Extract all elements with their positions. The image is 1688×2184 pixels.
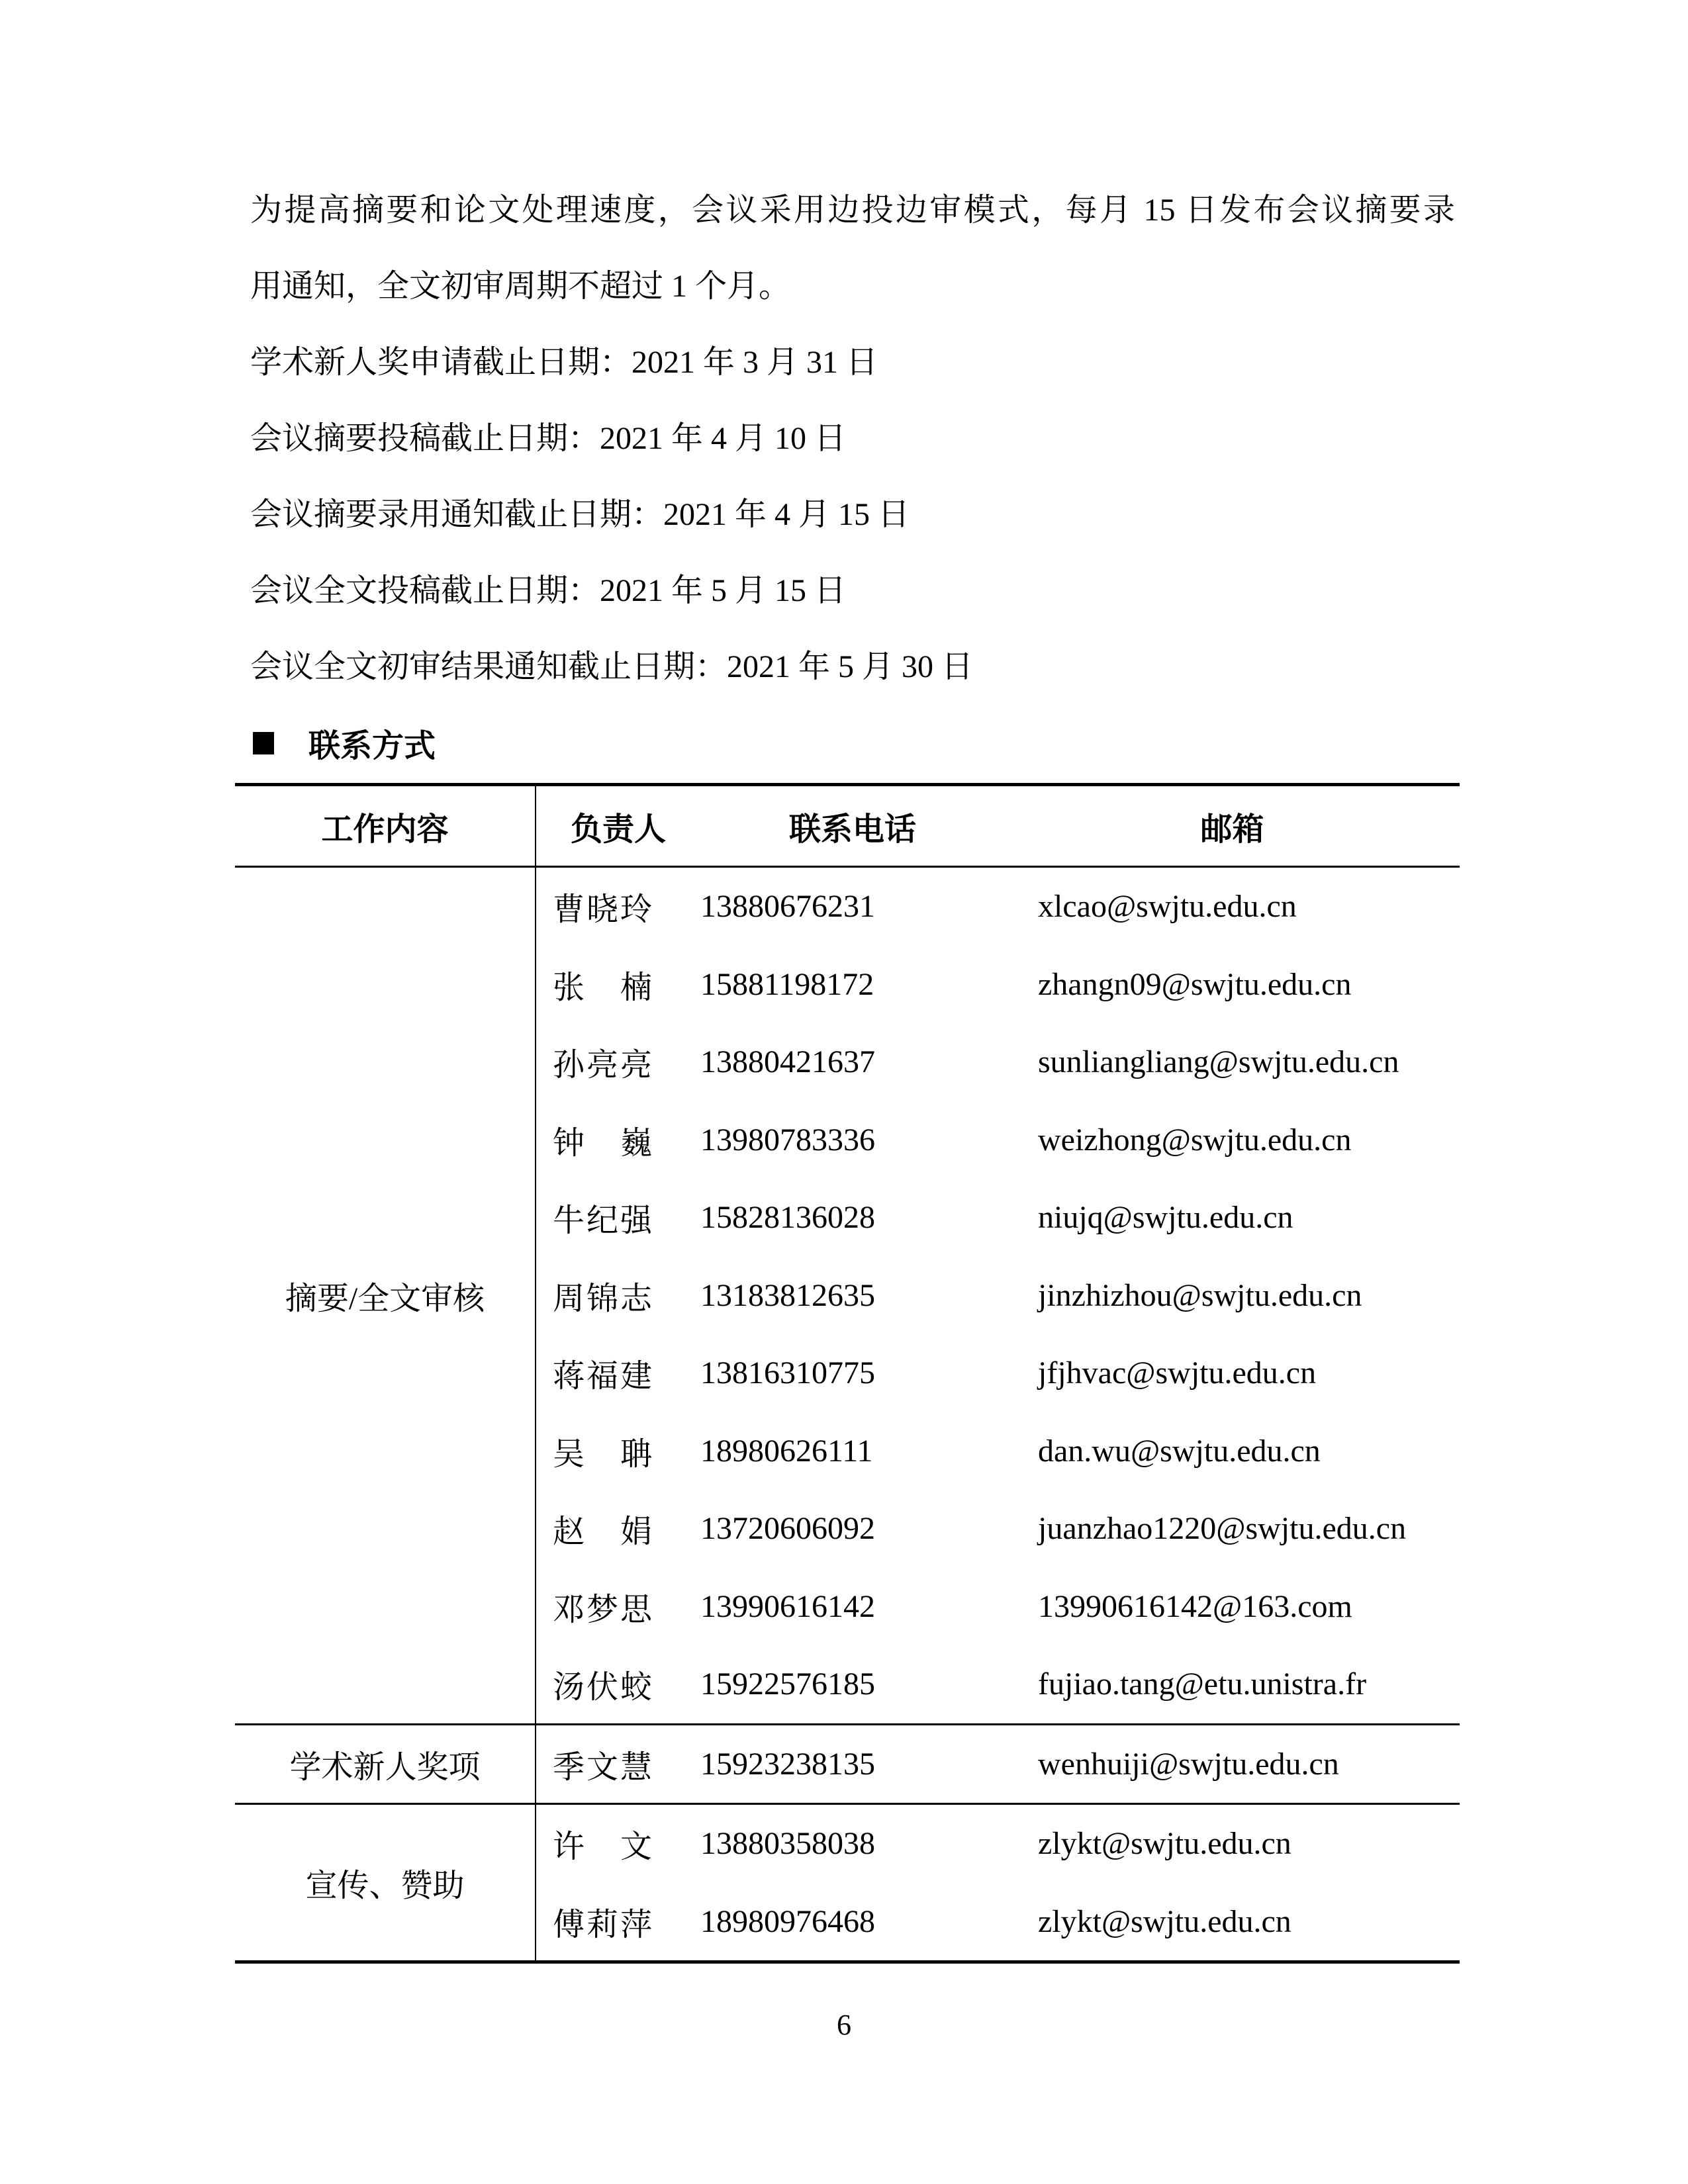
header-contact-phone: 联系电话 bbox=[788, 811, 916, 847]
person-phone: 18980976468 bbox=[700, 1903, 875, 1939]
table-row bbox=[536, 1725, 1460, 1803]
person-name: 汤伏蛟 bbox=[553, 1670, 652, 1706]
person-name: 季文慧 bbox=[553, 1749, 652, 1785]
table-header-row bbox=[235, 786, 1460, 868]
table-row bbox=[536, 1257, 1460, 1335]
table-row bbox=[536, 1645, 1460, 1723]
person-email: jfjhvac@swjtu.edu.cn bbox=[1038, 1355, 1317, 1391]
deadline-line-new-scholar-award: 学术新人奖申请截止日期：2021 年 3 月 31 日 bbox=[250, 345, 878, 380]
person-name: 傅莉萍 bbox=[553, 1907, 652, 1942]
header-email: 邮箱 bbox=[1200, 811, 1264, 847]
deadline-line-fullpaper-submission: 会议全文投稿截止日期：2021 年 5 月 15 日 bbox=[250, 573, 847, 608]
text-content bbox=[250, 172, 1455, 781]
person-email: xlcao@swjtu.edu.cn bbox=[1038, 889, 1297, 925]
table-section-publicity bbox=[235, 1803, 1460, 1960]
person-phone: 15922576185 bbox=[700, 1666, 875, 1702]
contact-table bbox=[235, 783, 1460, 1964]
person-phone: 13990616142 bbox=[700, 1588, 875, 1624]
person-phone: 15881198172 bbox=[700, 966, 874, 1002]
person-email: wenhuiji@swjtu.edu.cn bbox=[1038, 1746, 1339, 1782]
table-row bbox=[536, 1412, 1460, 1490]
group-rows bbox=[536, 1805, 1460, 1960]
contact-heading-label: 联系方式 bbox=[308, 729, 436, 764]
person-phone: 13880421637 bbox=[700, 1044, 875, 1080]
deadline-line-abstract-submission: 会议摘要投稿截止日期：2021 年 4 月 10 日 bbox=[250, 421, 847, 456]
table-section-award bbox=[235, 1723, 1460, 1803]
group-label-publicity: 宣传、赞助 bbox=[235, 1805, 536, 1960]
person-phone: 18980626111 bbox=[700, 1433, 873, 1469]
table-row bbox=[536, 1101, 1460, 1179]
paragraph-line: 用通知，全文初审周期不超过 1 个月。 bbox=[250, 269, 791, 304]
person-phone: 15923238135 bbox=[700, 1746, 875, 1782]
person-email: sunliangliang@swjtu.edu.cn bbox=[1038, 1044, 1399, 1080]
table-row bbox=[536, 1334, 1460, 1412]
table-row bbox=[536, 1568, 1460, 1646]
table-row bbox=[536, 1883, 1460, 1961]
table-row bbox=[536, 946, 1460, 1024]
group-rows bbox=[536, 1725, 1460, 1803]
person-phone: 13880676231 bbox=[700, 889, 875, 925]
person-name: 张 楠 bbox=[553, 970, 652, 1005]
person-email: fujiao.tang@etu.unistra.fr bbox=[1038, 1666, 1367, 1702]
person-email: zhangn09@swjtu.edu.cn bbox=[1038, 966, 1352, 1002]
paragraph-line: 为提高摘要和论文处理速度，会议采用边投边审模式，每月 15 日发布会议摘要录 bbox=[250, 193, 1455, 228]
header-work-content: 工作内容 bbox=[235, 786, 536, 866]
person-phone: 13980783336 bbox=[700, 1122, 875, 1158]
table-section-review bbox=[235, 868, 1460, 1723]
bullet-square-icon bbox=[253, 732, 274, 754]
group-label-award: 学术新人奖项 bbox=[235, 1725, 536, 1803]
person-phone: 13816310775 bbox=[700, 1355, 875, 1391]
person-name: 周锦志 bbox=[553, 1281, 652, 1316]
person-name: 许 文 bbox=[553, 1829, 652, 1865]
header-person-in-charge: 负责人 bbox=[570, 811, 666, 847]
person-phone: 15828136028 bbox=[700, 1200, 875, 1236]
person-email: dan.wu@swjtu.edu.cn bbox=[1038, 1433, 1321, 1469]
person-email: niujq@swjtu.edu.cn bbox=[1038, 1200, 1293, 1236]
person-phone: 13720606092 bbox=[700, 1511, 875, 1547]
table-row bbox=[536, 1490, 1460, 1568]
person-phone: 13880358038 bbox=[700, 1826, 875, 1862]
person-name: 孙亮亮 bbox=[553, 1048, 652, 1083]
person-phone: 13183812635 bbox=[700, 1277, 875, 1313]
person-email: zlykt@swjtu.edu.cn bbox=[1038, 1903, 1291, 1939]
table-row bbox=[536, 868, 1460, 946]
page-number: 6 bbox=[837, 2009, 851, 2041]
person-email: 13990616142@163.com bbox=[1038, 1588, 1352, 1624]
person-name: 邓梦思 bbox=[553, 1592, 652, 1627]
group-label-review: 摘要/全文审核 bbox=[235, 868, 536, 1723]
deadline-line-fullpaper-review: 会议全文初审结果通知截止日期：2021 年 5 月 30 日 bbox=[250, 649, 974, 684]
deadline-line-abstract-acceptance: 会议摘要录用通知截止日期：2021 年 4 月 15 日 bbox=[250, 497, 910, 532]
person-name: 蒋福建 bbox=[553, 1359, 652, 1394]
person-email: juanzhao1220@swjtu.edu.cn bbox=[1038, 1511, 1407, 1547]
table-row bbox=[536, 1179, 1460, 1257]
person-email: weizhong@swjtu.edu.cn bbox=[1038, 1122, 1352, 1158]
person-name: 曹晓玲 bbox=[553, 892, 652, 928]
contact-section-heading bbox=[250, 705, 1455, 781]
person-name: 吴 聃 bbox=[553, 1436, 652, 1472]
person-email: jinzhizhou@swjtu.edu.cn bbox=[1038, 1277, 1362, 1313]
group-rows bbox=[536, 868, 1460, 1723]
person-email: zlykt@swjtu.edu.cn bbox=[1038, 1826, 1291, 1862]
table-row bbox=[536, 1023, 1460, 1101]
person-name: 钟 巍 bbox=[553, 1125, 652, 1161]
person-name: 赵 娟 bbox=[553, 1514, 652, 1550]
person-name: 牛纪强 bbox=[553, 1203, 652, 1239]
table-row bbox=[536, 1805, 1460, 1883]
